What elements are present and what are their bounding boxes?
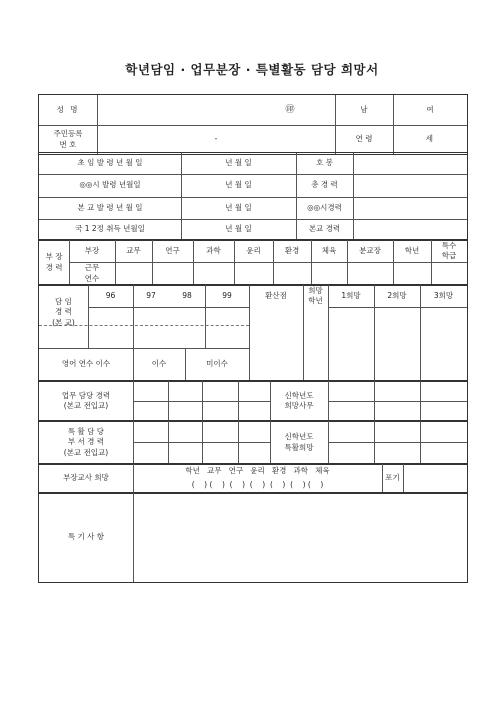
homeroom-career-section: [38, 284, 468, 382]
club-career-section: [38, 420, 468, 465]
department-career-label: 부 장 경 력: [45, 252, 63, 272]
dept-header-branch-head: 분교장: [359, 245, 381, 255]
dept-header-pe: 체육: [321, 245, 337, 255]
years-science-field[interactable]: [193, 262, 234, 285]
school-appointment-date[interactable]: 년 월 일: [225, 202, 252, 212]
club-career-label: 특 활 담 당 부 서 경 력 (본교 전입교): [63, 427, 109, 457]
third-choice-field[interactable]: [420, 307, 467, 381]
gender-female[interactable]: 여: [426, 104, 434, 114]
id-number-label: 주민등록 번 호: [53, 129, 83, 149]
wish-grade-label: 희망 학년: [308, 285, 323, 305]
remarks-label: 특 기 사 항: [67, 532, 105, 542]
years-grade-field[interactable]: [393, 262, 431, 285]
give-up-field[interactable]: [403, 464, 467, 493]
duty-wish-entries[interactable]: [328, 381, 467, 421]
first-choice-field[interactable]: [328, 307, 374, 381]
gender-male[interactable]: 남: [360, 104, 368, 114]
years-special-field[interactable]: [431, 262, 467, 285]
salary-step-label: 호 봉: [316, 158, 333, 168]
age-label: 연 령: [355, 134, 373, 144]
years-pe-field[interactable]: [311, 262, 347, 285]
dept-header-special-class: 특수 학급: [441, 240, 457, 260]
appointment-dates-section: [38, 152, 468, 241]
dept-header-environment: 환경: [284, 245, 300, 255]
school-career-field[interactable]: [353, 219, 467, 240]
salary-step-field[interactable]: [353, 153, 467, 174]
total-career-label: 총 경 력: [311, 180, 338, 190]
club-wish-label: 신학년도 특활희망: [284, 432, 314, 452]
first-appointment-date[interactable]: 년 월 일: [225, 158, 252, 168]
duty-career-entries[interactable]: [133, 381, 270, 421]
club-wish-entries[interactable]: [328, 421, 467, 464]
converted-score-field[interactable]: [249, 307, 303, 381]
club-career-entries[interactable]: [133, 421, 270, 464]
license-date[interactable]: 년 월 일: [225, 224, 252, 234]
duty-career-section: [38, 380, 468, 422]
years-environment-field[interactable]: [273, 262, 311, 285]
remarks-section: [38, 492, 468, 583]
city-appointment-date[interactable]: 년 월 일: [225, 180, 252, 190]
years-research-field[interactable]: [152, 262, 193, 285]
years-academic-field[interactable]: [115, 262, 152, 285]
head-teacher-subjects: 학년 교무 연구 윤리 환경 과학 체육: [185, 466, 330, 476]
school-career-label: 본교 경력: [308, 224, 341, 234]
head-teacher-wish-section: [38, 463, 468, 494]
dept-header-research: 연구: [165, 245, 180, 255]
personal-info-section: [38, 94, 468, 155]
give-up-label: 포기: [385, 473, 400, 483]
years-branch-field[interactable]: [347, 262, 393, 285]
remarks-field[interactable]: [133, 493, 467, 582]
first-choice-header: 1희망: [341, 290, 361, 300]
head-teacher-checkmarks[interactable]: ( ) ( ) ( ) ( ) ( ) ( ) ( ): [191, 479, 324, 489]
duty-wish-label: 신학년도 희망사무: [284, 390, 314, 410]
second-choice-field[interactable]: [374, 307, 420, 381]
english-not-completed-option[interactable]: 미이수: [206, 359, 228, 369]
third-choice-header: 3희망: [433, 290, 454, 300]
duty-career-label: 업무 담당 경력 (본교 전입교): [61, 390, 111, 410]
city-career-field[interactable]: [353, 197, 467, 219]
name-label: 성 명: [56, 104, 80, 114]
city-career-label: ◎◎시경력: [307, 202, 342, 212]
school-appointment-label: 본 교 발 령 년 월 일: [77, 202, 143, 212]
head-teacher-wish-label: 부장교사 희망: [63, 473, 109, 483]
license-date-label: 국 1 2정 취득 년월일: [75, 224, 145, 234]
age-field[interactable]: 세: [425, 134, 433, 144]
english-training-label: 영어 연수 이수: [61, 359, 111, 369]
seal-mark: ㊞: [285, 104, 295, 115]
english-completed-option[interactable]: 이수: [151, 359, 167, 369]
dept-header-science: 과학: [206, 245, 221, 255]
converted-score-label: 환산점: [265, 290, 287, 300]
year-98-header: 98: [182, 290, 192, 300]
form-title: 학년담임 · 업무분장 · 특별활동 담당 희망서: [125, 62, 379, 77]
year-97-header: 97: [146, 290, 156, 300]
second-choice-header: 2희망: [387, 290, 407, 300]
city-appointment-label: ◎◎시 발령 년월일: [79, 180, 141, 190]
first-appointment-label: 초 임 발 령 년 월 일: [77, 158, 143, 168]
total-career-field[interactable]: [353, 174, 467, 197]
homeroom-career-label: 담 임 경 력 (본 교): [52, 297, 75, 327]
dept-header-head: 부장: [84, 245, 100, 255]
dept-header-ethics: 윤리: [246, 245, 261, 255]
years-of-service-label: 근무 연수: [84, 263, 100, 283]
year-99-header: 99: [222, 290, 232, 300]
department-career-section: [38, 239, 468, 286]
dept-header-grade: 학년: [404, 245, 420, 255]
dept-header-academic: 교무: [126, 245, 141, 255]
id-number-field[interactable]: -: [214, 134, 218, 144]
years-ethics-field[interactable]: [234, 262, 273, 285]
year-96-header: 96: [105, 290, 116, 300]
